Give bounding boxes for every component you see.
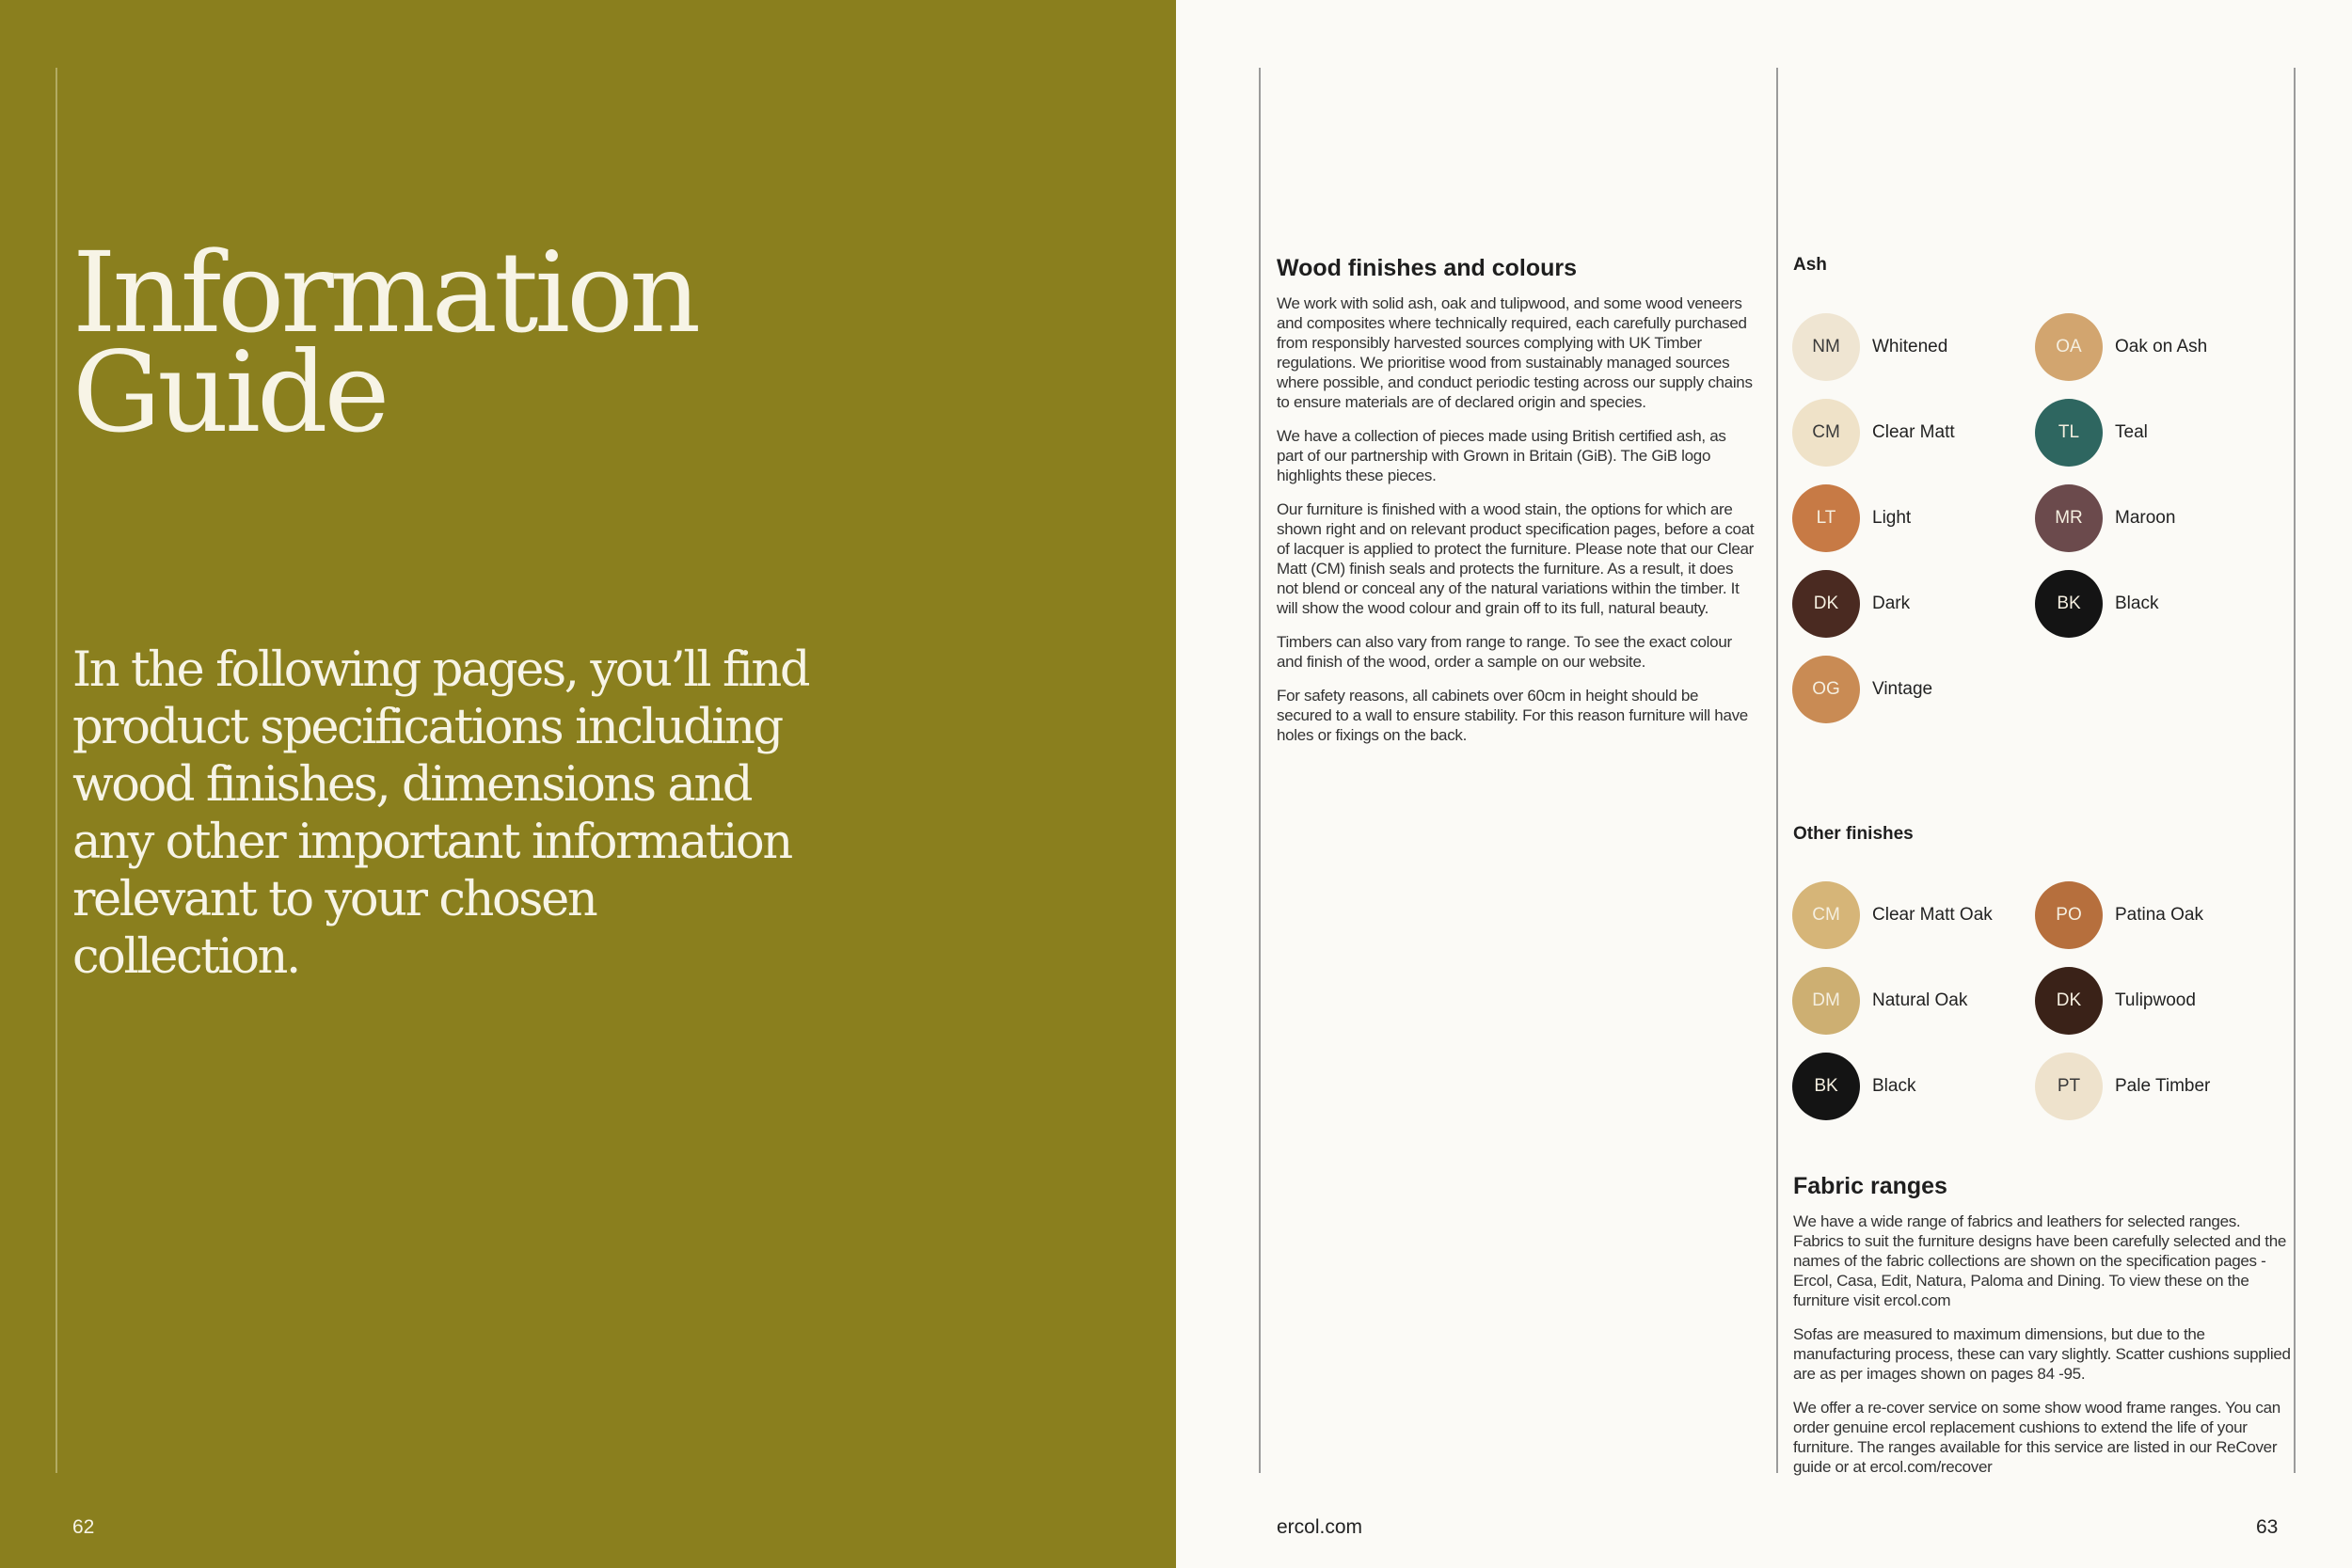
finish-swatch: TL <box>2035 399 2103 467</box>
wood-paragraph: We work with solid ash, oak and tulipwood, and some wood veneers and composites where technically required, each carefully purchased from responsibly harvested sources complying with UK Timber regulations. We prioritise wood from sustainably managed sources where possible, and conduct periodic testing across our supply chains to ensure materials are of declared origin and species. <box>1277 294 1753 411</box>
finish-item <box>1792 570 2035 638</box>
right-page <box>1176 0 2352 1568</box>
finish-item <box>1792 484 2035 552</box>
finish-name: Patina Oak <box>2115 905 2203 925</box>
wood-paragraph: Timbers can also vary from range to range. To see the exact colour and finish of the wood, order a sample on our website. <box>1277 633 1732 671</box>
finish-swatch: DK <box>1792 570 1860 638</box>
page-number-right: 63 <box>2256 1516 2279 1538</box>
footer-website: ercol.com <box>1277 1516 1363 1538</box>
finish-name: Tulipwood <box>2115 990 2196 1010</box>
wood-finishes-section <box>1277 255 1756 759</box>
finish-name: Light <box>1872 508 1912 528</box>
finish-item <box>1792 881 2035 949</box>
wood-paragraph: We have a collection of pieces made using British certified ash, as part of our partnership with Grown in Britain (GiB). The GiB logo highlights these pieces. <box>1277 427 1726 484</box>
intro-text: In the following pages, you’ll find product specifications including wood finishes, dimensions and any other important information relevant to your chosen collection. <box>72 642 809 985</box>
fabric-ranges-heading: Fabric ranges <box>1793 1173 1947 1199</box>
title-line: Information <box>72 228 698 357</box>
fabric-ranges-section <box>1793 1173 2292 1491</box>
finish-item <box>2035 1053 2278 1120</box>
finish-name: Vintage <box>1872 679 1933 699</box>
column-rule <box>1259 68 1261 1473</box>
title-line: Guide <box>72 327 387 457</box>
finish-name: Dark <box>1872 594 1911 613</box>
finish-swatch: CM <box>1792 399 1860 467</box>
finish-item <box>1792 967 2035 1035</box>
finish-name: Black <box>2115 594 2159 613</box>
finish-item <box>2035 881 2278 949</box>
finish-name: Clear Matt Oak <box>1872 905 1993 925</box>
finish-name: Oak on Ash <box>2115 337 2208 356</box>
finish-item <box>2035 484 2278 552</box>
finish-swatch: LT <box>1792 484 1860 552</box>
finish-item <box>1792 1053 2035 1120</box>
fabric-paragraph: We offer a re-cover service on some show wood frame ranges. You can order genuine ercol replacement cushions to extend the life of your furniture. The ranges available for this service are listed in our ReCover guide or at ercol.com/recover <box>1793 1399 2280 1476</box>
finish-name: Maroon <box>2115 508 2176 528</box>
wood-paragraph: For safety reasons, all cabinets over 60cm in height should be secured to a wall to ensure stability. For this reason furniture will have holes or fixings on the back. <box>1277 687 1748 744</box>
finish-swatch: OG <box>1792 656 1860 723</box>
finish-swatch: PO <box>2035 881 2103 949</box>
finish-name: Pale Timber <box>2115 1076 2211 1096</box>
finish-item <box>2035 313 2278 381</box>
finish-swatch: DM <box>1792 967 1860 1035</box>
finish-swatch: NM <box>1792 313 1860 381</box>
finish-swatch: BK <box>1792 1053 1860 1120</box>
finish-name: Natural Oak <box>1872 990 1968 1010</box>
finish-name: Clear Matt <box>1872 422 1955 442</box>
page-number-left: 62 <box>72 1516 95 1538</box>
finish-item <box>2035 570 2278 638</box>
ash-swatch-grid <box>1792 313 2281 723</box>
finish-item <box>2035 399 2278 467</box>
finish-item <box>2035 967 2278 1035</box>
finish-item <box>1792 656 2035 723</box>
finish-swatch: OA <box>2035 313 2103 381</box>
wood-finishes-heading: Wood finishes and colours <box>1277 255 1578 281</box>
finish-item <box>1792 399 2035 467</box>
left-margin-rule <box>56 68 57 1473</box>
column-rule <box>2294 68 2296 1473</box>
finish-name: Teal <box>2115 422 2148 442</box>
fabric-paragraph: We have a wide range of fabrics and leathers for selected ranges. Fabrics to suit the furniture designs have been carefully selected and the names of the fabric collections are shown on the specification pages - Ercol, Casa, Edit, Natura, Paloma and Dining. To view these on the furniture visit ercol.com <box>1793 1212 2287 1309</box>
wood-paragraph: Our furniture is finished with a wood stain, the options for which are shown right and on relevant product specification pages, before a coat of lacquer is applied to protect the furniture. Please note that our Clear Matt (CM) finish seals and protects the furniture. As a result, it does not blend or conceal any of the natural variations within the timber. It will show the wood colour and grain off to its full, natural beauty. <box>1277 500 1755 617</box>
column-rule <box>1776 68 1778 1473</box>
ash-heading: Ash <box>1793 255 1827 275</box>
finish-name: Whitened <box>1872 337 1948 356</box>
finish-name: Black <box>1872 1076 1916 1096</box>
other-swatch-grid <box>1792 881 2281 1120</box>
finish-item <box>1792 313 2035 381</box>
finish-swatch: PT <box>2035 1053 2103 1120</box>
finish-swatch: DK <box>2035 967 2103 1035</box>
finish-swatch: CM <box>1792 881 1860 949</box>
fabric-paragraph: Sofas are measured to maximum dimensions, but due to the manufacturing process, these can vary slightly. Scatter cushions supplied are as per images shown on pages 84 -95. <box>1793 1325 2291 1383</box>
page-title <box>72 228 1013 457</box>
finish-swatch: BK <box>2035 570 2103 638</box>
finish-swatch: MR <box>2035 484 2103 552</box>
other-finishes-heading: Other finishes <box>1793 824 1914 844</box>
